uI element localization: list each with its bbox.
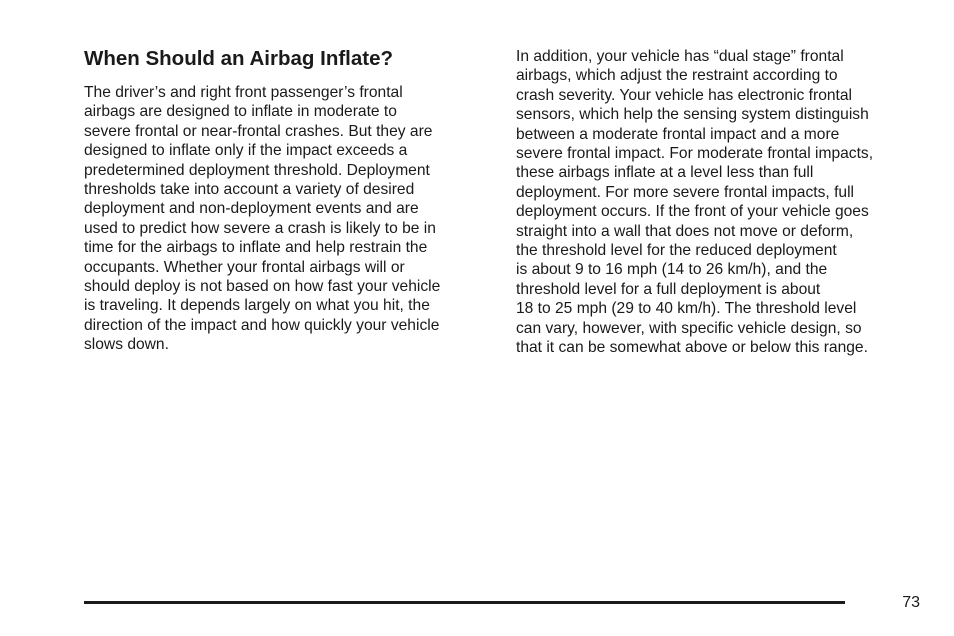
text-line: straight into a wall that does not move or deform, bbox=[516, 222, 854, 240]
text-line: predetermined deployment threshold. Deployment bbox=[84, 161, 430, 179]
text-line: used to predict how severe a crash is likely to be in bbox=[84, 219, 436, 237]
footer-rule bbox=[84, 601, 845, 604]
text-line: time for the airbags to inflate and help restrain the bbox=[84, 239, 428, 257]
text-line: that it can be somewhat above or below this range. bbox=[516, 339, 868, 357]
section-heading: When Should an Airbag Inflate? bbox=[84, 47, 394, 70]
text-line: direction of the impact and how quickly your vehicle bbox=[84, 316, 440, 334]
text-line: thresholds take into account a variety of desired bbox=[84, 181, 415, 199]
text-line: deployment and non-deployment events and are bbox=[84, 200, 419, 218]
left-paragraph bbox=[84, 83, 440, 355]
text-line: between a moderate frontal impact and a more bbox=[516, 125, 840, 143]
text-line: severe frontal impact. For moderate frontal impacts, bbox=[516, 145, 874, 163]
text-line: occupants. Whether your frontal airbags will or bbox=[84, 258, 405, 276]
text-line: crash severity. Your vehicle has electronic frontal bbox=[516, 86, 853, 104]
text-line: can vary, however, with specific vehicle design, so bbox=[516, 319, 862, 337]
text-line: designed to inflate only if the impact exceeds a bbox=[84, 142, 408, 160]
text-line: deployment. For more severe frontal impacts, full bbox=[516, 183, 854, 201]
text-line: The driver’s and right front passenger’s frontal bbox=[84, 84, 403, 101]
text-line: deployment occurs. If the front of your vehicle goes bbox=[516, 203, 869, 221]
text-line: threshold level for a full deployment is about bbox=[516, 280, 821, 298]
text-line: airbags, which adjust the restraint according to bbox=[516, 67, 838, 85]
text-line: the threshold level for the reduced deployment bbox=[516, 242, 837, 260]
text-line: is about 9 to 16 mph (14 to 26 km/h), and the bbox=[516, 261, 828, 279]
text-line: 18 to 25 mph (29 to 40 km/h). The threshold level bbox=[516, 300, 857, 318]
text-line: should deploy is not based on how fast your vehicle bbox=[84, 278, 441, 296]
text-line: is traveling. It depends largely on what you hit, the bbox=[84, 297, 430, 315]
text-line: sensors, which help the sensing system distinguish bbox=[516, 106, 869, 124]
text-line: slows down. bbox=[84, 336, 169, 354]
page-number: 73 bbox=[902, 594, 920, 611]
text-line: In addition, your vehicle has “dual stage” frontal bbox=[516, 48, 844, 65]
text-line: airbags are designed to inflate in moderate to bbox=[84, 103, 397, 121]
text-line: severe frontal or near-frontal crashes. But they are bbox=[84, 122, 433, 140]
text-line: these airbags inflate at a level less than full bbox=[516, 164, 814, 182]
right-paragraph bbox=[516, 47, 873, 358]
